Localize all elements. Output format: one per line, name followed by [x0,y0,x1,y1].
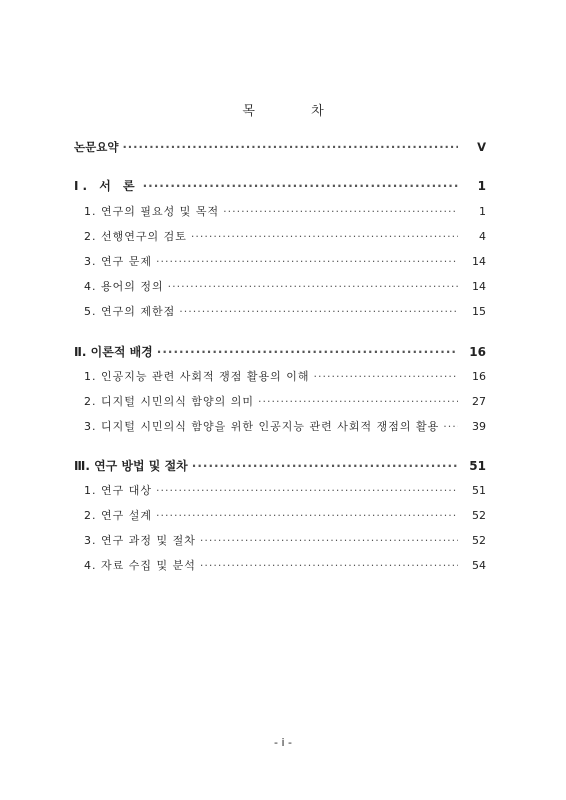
toc-chapter-page: 51 [469,459,486,473]
toc-section-label: 1. 연구 대상 [84,484,152,497]
toc-section[interactable] [84,203,486,219]
toc-chapter-page: 16 [469,345,486,359]
dot-leader [156,255,458,268]
toc-section-page: 16 [472,370,486,383]
toc-chapter-3[interactable] [74,457,486,473]
toc-section[interactable] [84,557,486,573]
toc-section-page: 52 [472,509,486,522]
toc-section-label: 4. 용어의 정의 [84,280,164,293]
dot-leader [156,484,458,497]
toc-section[interactable] [84,303,486,319]
toc-section[interactable] [84,482,486,498]
toc-entry-summary[interactable] [74,139,486,155]
dot-leader [223,205,458,218]
toc-section-page: 54 [472,559,486,572]
toc-section-label: 4. 자료 수집 및 분석 [84,559,196,572]
dot-leader [443,420,458,433]
toc-section-label: 2. 연구 설계 [84,509,152,522]
toc-section-page: 1 [479,205,486,218]
toc-entry-page: Ⅴ [477,140,486,154]
dot-leader [314,370,459,383]
toc-chapter-label: Ⅲ. 연구 방법 및 절차 [74,459,188,473]
toc-section-page: 15 [472,305,486,318]
toc-section[interactable] [84,368,486,384]
toc-chapter-page: 1 [477,179,486,193]
toc-entry-label: 논문요약 [74,140,119,154]
dot-leader [200,559,458,572]
toc-section-label: 2. 디지털 시민의식 함양의 의미 [84,395,254,408]
dot-leader [143,179,458,193]
toc-chapter-1[interactable] [74,177,486,193]
toc-section[interactable] [84,418,486,434]
dot-leader [122,140,458,154]
toc-section-label: 2. 선행연구의 검토 [84,230,187,243]
toc-section-label: 1. 인공지능 관련 사회적 쟁점 활용의 이해 [84,370,310,383]
page-number: - i - [274,736,292,749]
page-title: 목 차 [242,104,350,119]
toc-section-label: 1. 연구의 필요성 및 목적 [84,205,220,218]
dot-leader [258,395,458,408]
toc-section-label: 3. 연구 문제 [84,255,152,268]
toc-section-page: 39 [472,420,486,433]
toc-section-page: 4 [479,230,486,243]
toc-section-page: 14 [472,255,486,268]
dot-leader [168,280,458,293]
toc-section-label: 3. 디지털 시민의식 함양을 위한 인공지능 관련 사회적 쟁점의 활용 [84,420,440,433]
toc-section[interactable] [84,393,486,409]
dot-leader [191,230,458,243]
toc-section-page: 14 [472,280,486,293]
dot-leader [192,459,458,473]
dot-leader [200,534,458,547]
toc-chapter-label: Ⅰ. 서 론 [74,179,139,193]
toc-chapter-2[interactable] [74,343,486,359]
toc-section-label: 3. 연구 과정 및 절차 [84,534,196,547]
toc-section[interactable] [84,507,486,523]
toc-chapter-label: Ⅱ. 이론적 배경 [74,345,153,359]
dot-leader [156,509,458,522]
toc-section-label: 5. 연구의 제한점 [84,305,176,318]
dot-leader [179,305,458,318]
dot-leader [157,345,458,359]
toc-section[interactable] [84,228,486,244]
toc-section-page: 51 [472,484,486,497]
toc-section[interactable] [84,253,486,269]
toc-section-page: 52 [472,534,486,547]
toc-section[interactable] [84,532,486,548]
toc-section[interactable] [84,278,486,294]
toc-section-page: 27 [472,395,486,408]
